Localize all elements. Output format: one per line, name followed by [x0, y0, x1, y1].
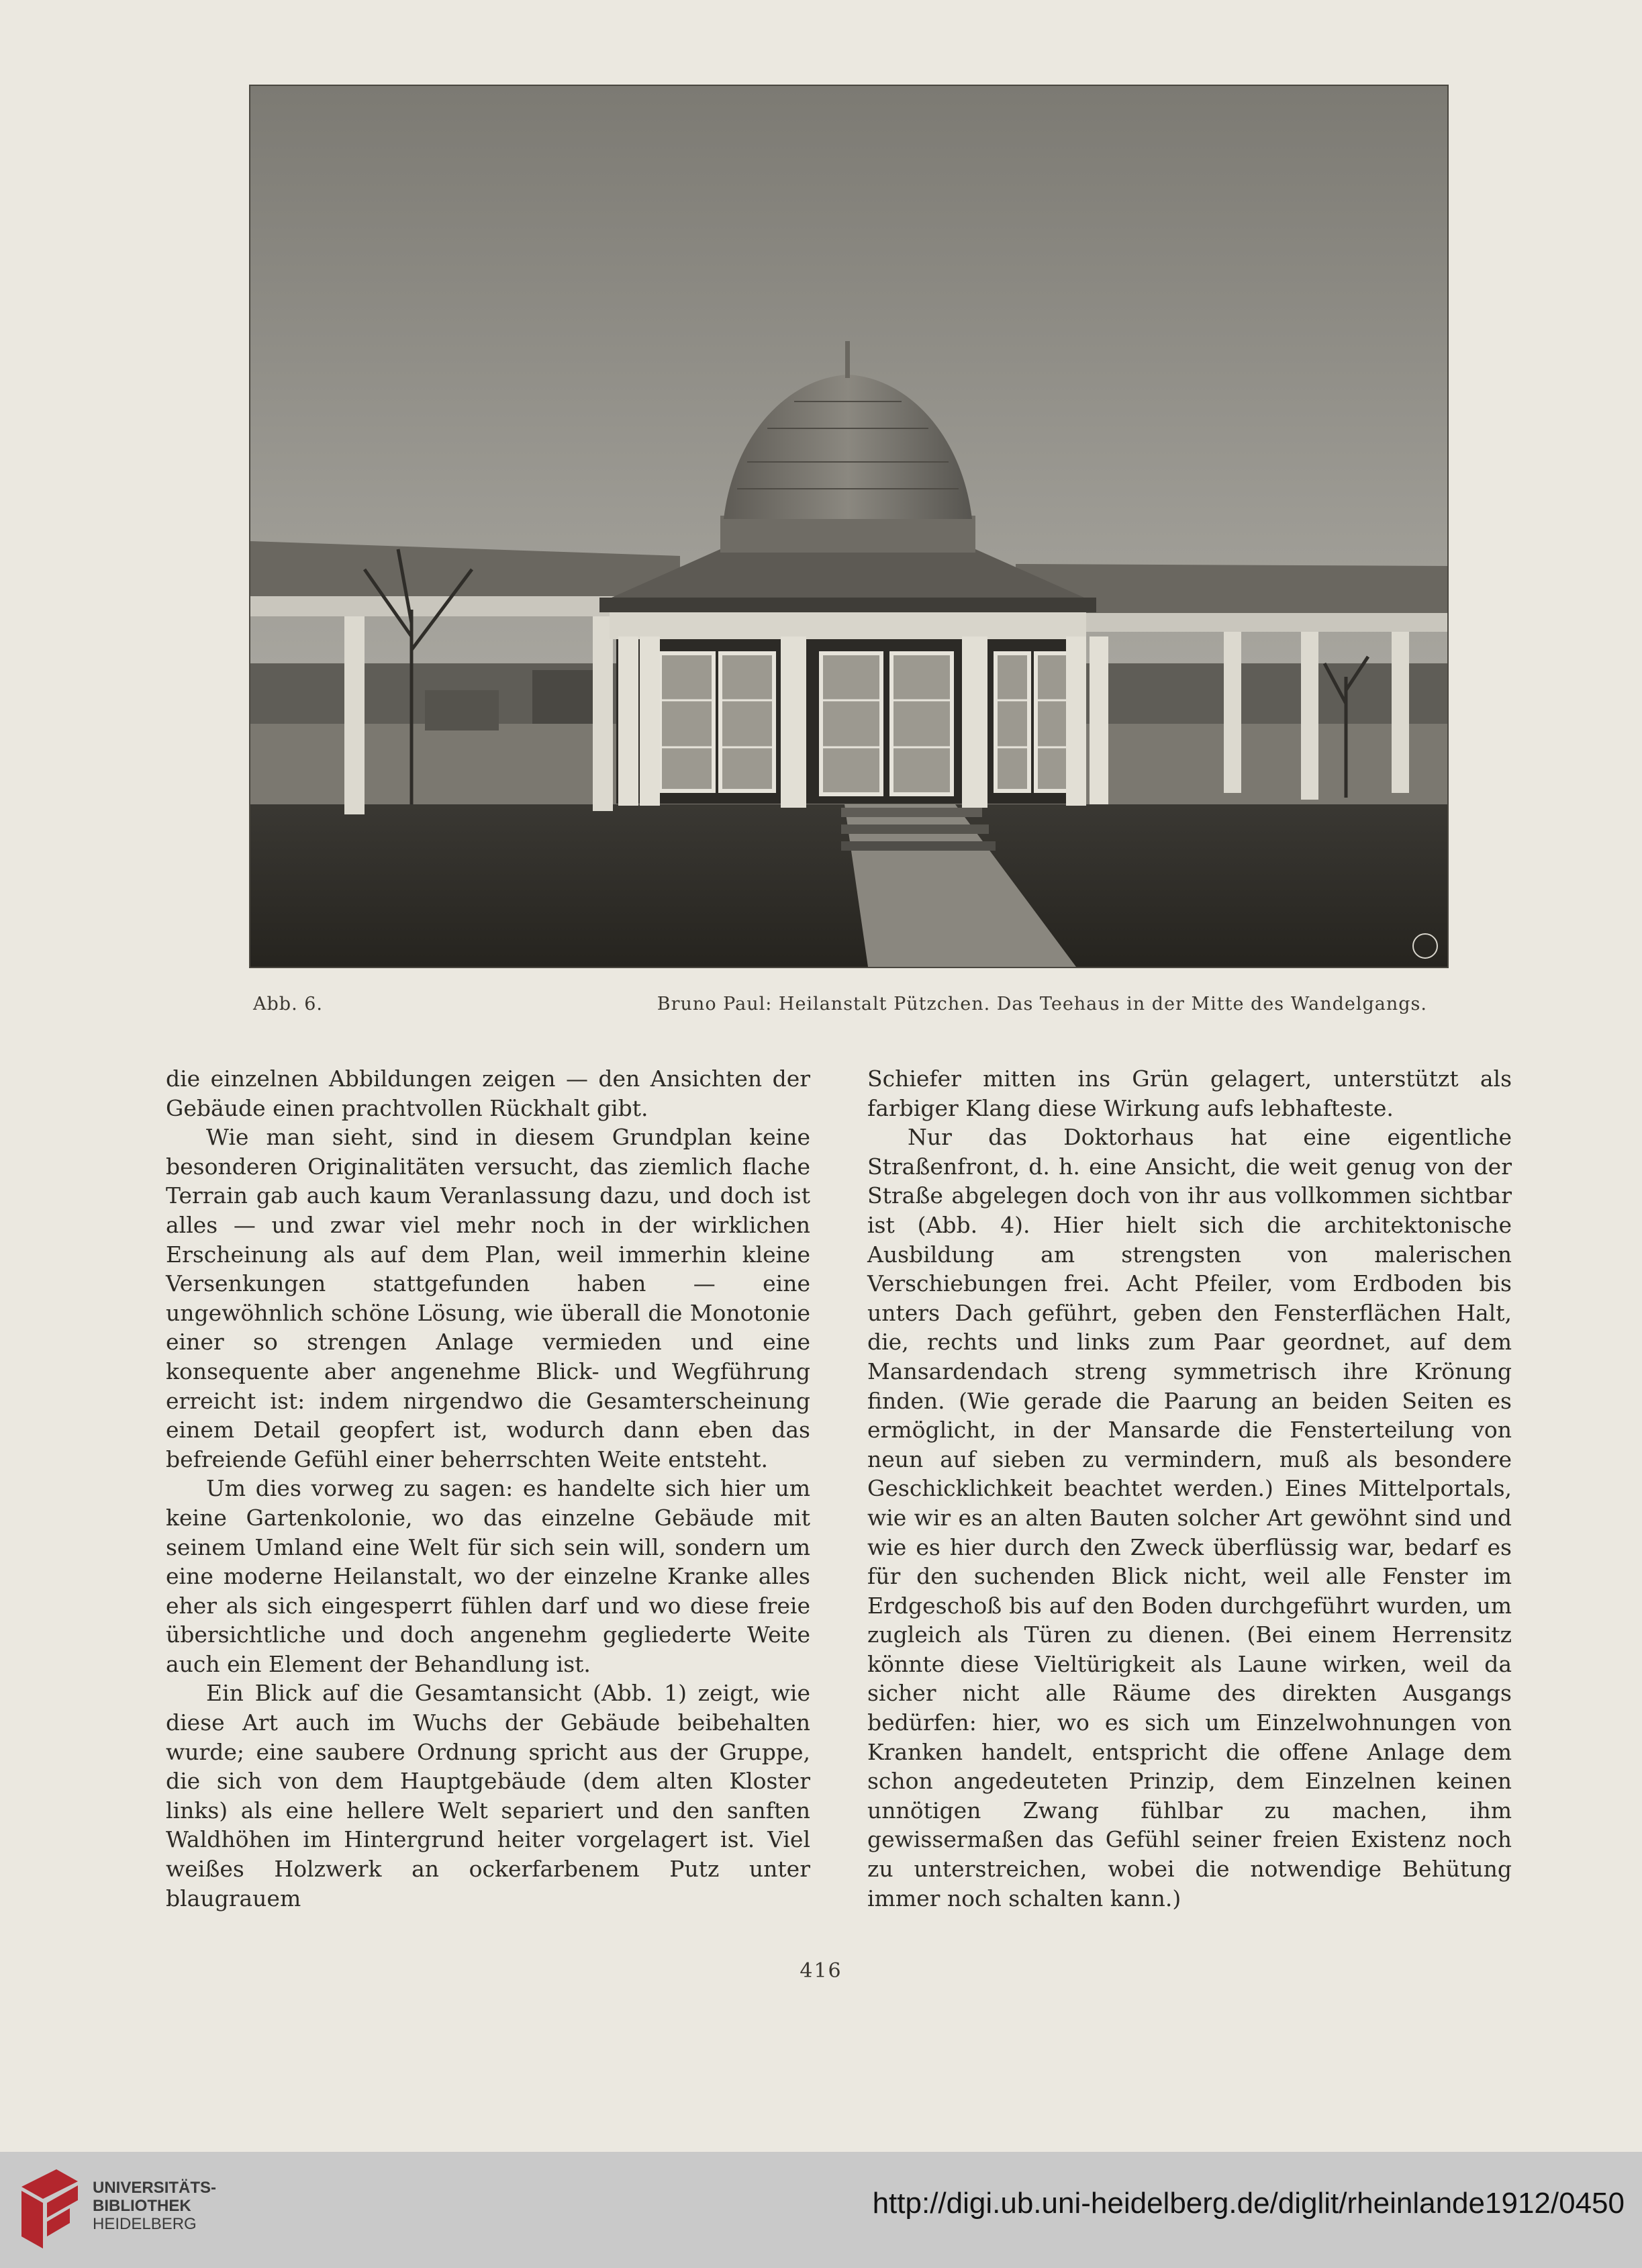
- figure-caption-text: Bruno Paul: Heilanstalt Pützchen. Das Teehaus in der Mitte des Wandelgangs.: [657, 994, 1427, 1014]
- permalink-url[interactable]: http://digi.ub.uni-heidelberg.de/diglit/rheinlande1912/0450: [872, 2187, 1625, 2220]
- paragraph: die einzelnen Abbildungen zeigen — den Ansichten der Gebäude einen prachtvollen Rückhalt gibt.: [166, 1066, 810, 1121]
- paragraph: Ein Blick auf die Gesamtansicht (Abb. 1) zeigt, wie diese Art auch im Wuchs der Gebäude beibehalten wurde; eine saubere Ordnung spricht aus der Gruppe, die sich von dem Hauptgebäude (dem alten Kloster links) als eine hellere Welt separiert und den sanften Waldhöhen im Hintergrund heiter vorgelagert ist. Viel weißes Holzwerk an ockerfarbenem Putz unter blaugrauem: [166, 1680, 810, 1911]
- library-name-line: UNIVERSITÄTS-: [93, 2179, 217, 2197]
- teahouse-photo: [250, 86, 1447, 967]
- paragraph: Um dies vorweg zu sagen: es handelte sich hier um keine Gartenkolonie, wo das einzelne Gebäude mit seinem Umland eine Welt für sich sein will, sondern um eine moderne Heilanstalt, wo der einzelne Kranke alles eher als sich eingesperrt fühlen darf und wo diese freie übersichtliche und doch angenehm gegliederte Weite auch ein Element der Behandlung ist.: [166, 1475, 810, 1677]
- page-number: 416: [800, 1959, 842, 1983]
- text-column-left: [166, 1064, 810, 1913]
- text-column-right: [867, 1064, 1512, 1913]
- paragraph: Schiefer mitten ins Grün gelagert, unterstützt als farbiger Klang diese Wirkung aufs lebhafteste.: [867, 1066, 1512, 1121]
- library-logo-icon[interactable]: [16, 2167, 83, 2251]
- library-footer: [0, 2152, 1642, 2268]
- photo-monogram: [1412, 933, 1438, 959]
- figure-photograph: [249, 85, 1449, 968]
- figure-label: Abb. 6.: [253, 994, 323, 1014]
- library-name-line: HEIDELBERG: [93, 2215, 197, 2233]
- figure-caption: [249, 994, 1446, 1023]
- library-name: [93, 2179, 216, 2233]
- paragraph: Wie man sieht, sind in diesem Grundplan keine besonderen Originalitäten versucht, das ziemlich flache Terrain gab auch kaum Veranlassung dazu, und doch ist alles — und zwar viel mehr noch in der wirklichen Erscheinung als auf dem Plan, weil immerhin kleine Versenkungen stattgefunden haben — eine ungewöhnlich schöne Lösung, wie überall die Monotonie einer so strengen Anlage vermieden und eine konsequente aber angenehme Blick- und Wegführung erreicht ist: indem nirgendwo die Gesamterscheinung einem Detail geopfert ist, wodurch dann eben das befreiende Gefühl einer beherrschten Weite entsteht.: [166, 1124, 810, 1472]
- paragraph: Nur das Doktorhaus hat eine eigentliche Straßenfront, d. h. eine Ansicht, die weit genug von der Straße abgelegen doch von ihr aus vollkommen sichtbar ist (Abb. 4). Hier hielt sich die architektonische Ausbildung am strengsten von malerischen Verschiebungen frei. Acht Pfeiler, vom Erdboden bis unters Dach geführt, geben den Fensterflächen Halt, die, rechts und links zum Paar geordnet, auf dem Mansardendach streng symmetrisch ihre Krönung finden. (Wie gerade die Paarung an beiden Seiten es ermöglicht, in der Mansarde die Fensterteilung von neun auf sieben zu vermindern, muß als besondere Geschicklichkeit beachtet werden.) Eines Mittelportals, wie wir es an alten Bauten solcher Art gewöhnt sind und wie es hier durch den Zweck überflüssig war, bedarf es für den suchenden Blick nicht, weil alle Fenster im Erdgeschoß bis auf den Boden durchgeführt wurden, um zugleich als Türen zu dienen. (Bei einem Herrensitz könnte diese Vieltürigkeit als Laune wirken, weil da sicher nicht alle Räume des direkten Ausgangs bedürfen: hier, wo es sich um Einzelwohnungen von Kranken handelt, entspricht die offene Anlage dem schon angedeuteten Prinzip, dem Einzelnen keinen unnötigen Zwang fühlbar zu machen, ihm gewissermaßen das Gefühl seiner freien Existenz noch zu unterstreichen, wobei die notwendige Behütung immer noch schalten kann.): [867, 1124, 1512, 1911]
- library-name-line: BIBLIOTHEK: [93, 2197, 191, 2215]
